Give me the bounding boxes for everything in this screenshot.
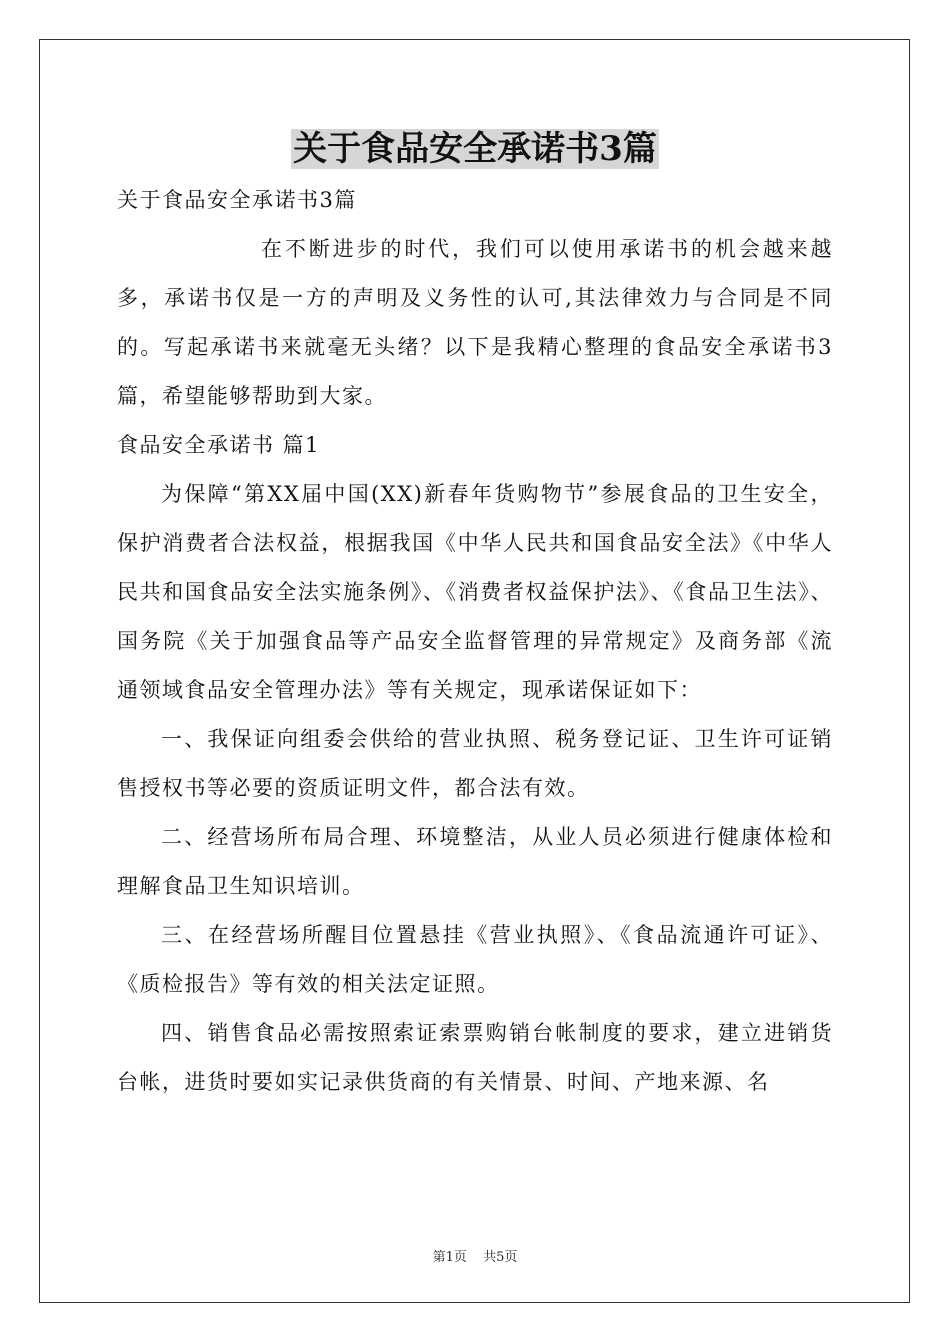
page-number: 第1页 bbox=[432, 1250, 467, 1265]
body-paragraph: 四、销售食品必需按照索证索票购销台帐制度的要求，建立进销货台帐，进货时要如实记录供货商的有关情景、时间、产地来源、名 bbox=[117, 1021, 833, 1094]
intro-paragraph: 在不断进步的时代，我们可以使用承诺书的机会越来越多，承诺书仅是一方的声明及义务性的认可,其法律效力与合同是不同的。写起承诺书来就毫无头绪？以下是我精心整理的食品安全承诺书3篇，希望能够帮助到大家。 bbox=[117, 237, 833, 408]
page-footer bbox=[0, 1246, 950, 1265]
document-body bbox=[117, 176, 833, 1107]
body-paragraph: 为保障“第XX届中国(XX)新春年货购物节”参展食品的卫生安全，保护消费者合法权益，根据我国《中华人民共和国食品安全法》《中华人民共和国食品安全法实施条例》、《消费者权益保护法》、《食品卫生法》、国务院《关于加强食品等产品安全监督管理的异常规定》及商务部《流通领域食品安全管理办法》等有关规定，现承诺保证如下： bbox=[117, 482, 833, 702]
document-title-text: 关于食品安全承诺书3篇 bbox=[293, 129, 657, 169]
body-paragraph: 一、我保证向组委会供给的营业执照、税务登记证、卫生许可证销售授权书等必要的资质证明文件，都合法有效。 bbox=[117, 727, 833, 800]
body-paragraph: 三、在经营场所醒目位置悬挂《营业执照》、《食品流通许可证》、《质检报告》等有效的相关法定证照。 bbox=[117, 923, 833, 996]
section-heading: 食品安全承诺书 篇1 bbox=[117, 433, 321, 457]
page-total: 共5页 bbox=[483, 1250, 518, 1265]
body-paragraph: 二、经营场所布局合理、环境整洁，从业人员必须进行健康体检和理解食品卫生知识培训。 bbox=[117, 825, 833, 898]
document-title bbox=[0, 124, 950, 174]
subtitle-paragraph: 关于食品安全承诺书3篇 bbox=[117, 188, 357, 212]
